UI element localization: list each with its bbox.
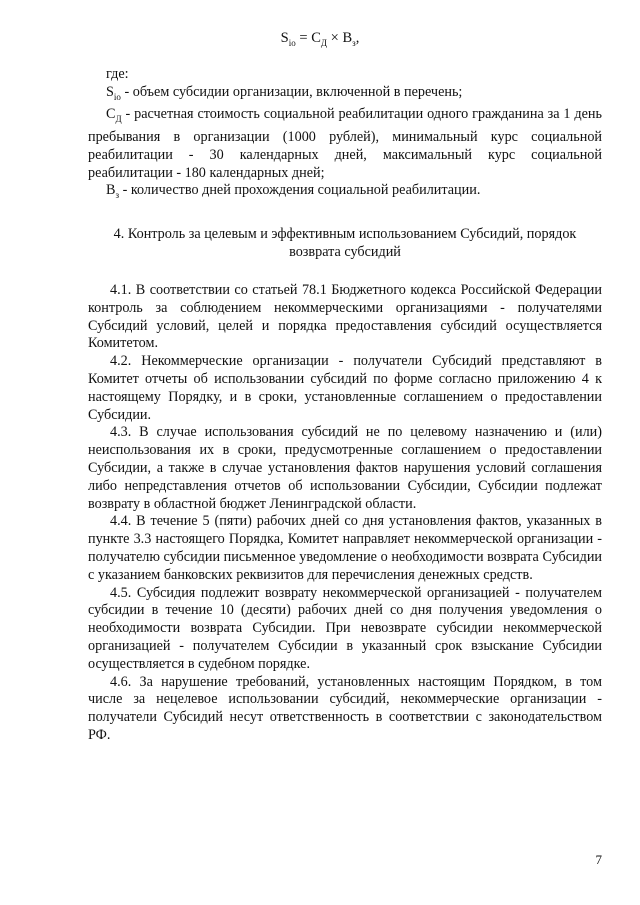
formula (0, 30, 640, 48)
def-symbol: C (106, 106, 116, 123)
definition-s (88, 84, 602, 107)
page-number: 7 (595, 852, 602, 867)
def-text: - расчетная стоимость социальной реабилитации одного гражданина за 1 день пребывания в организации (1000 рублей), минимальный курс социальной реабилитации - 30 календарных дней, максимальный курс социальной реабилитации - 180 календарных дней; (88, 106, 602, 181)
document-body (88, 66, 602, 745)
formula-c-sub: Д (320, 37, 328, 48)
def-symbol-sub: з (115, 190, 120, 201)
paragraph-4-3: 4.3. В случае использования субсидий не по целевому назначению и (или) неиспользования их в сроки, предусмотренные соглашением о предоставлении Субсидии, а также в случае установления фактов нарушения условий соглашения либо непредставления отчетов об использовании Субсидии, Субсидии подлежат возврату в областной бюджет Ленинградской области. (88, 424, 602, 512)
paragraph-4-5: 4.5. Субсидия подлежит возврату некоммерческой организацией - получателем субсидии в течение 10 (десяти) рабочих дней со дня получения уведомления о необходимости возврата Субсидии. При невозврате субсидии некоммерческой организацией - получателем Субсидии в указанный срок взыскание Субсидии осуществляется в судебном порядке. (88, 584, 602, 672)
def-symbol-sub: Д (115, 114, 122, 125)
formula-tail: , (355, 30, 360, 46)
paragraph-4-2: 4.2. Некоммерческие организации - получатели Субсидий представляют в Комитет отчеты об использовании субсидий по форме согласно приложению 4 к настоящему Порядку, и в сроки, установленные соглашением о предоставлении Субсидии. (88, 353, 602, 423)
formula-s: S (280, 30, 289, 46)
section-title: 4. Контроль за целевым и эффективным использованием Субсидий, порядок возврата субсидий (113, 226, 577, 261)
definition-b (88, 182, 602, 205)
formula-b-sub: з (352, 37, 356, 48)
formula-times-b: × B (327, 30, 353, 46)
def-symbol: S (106, 83, 114, 100)
paragraph-4-1: 4.1. В соответствии со статьей 78.1 Бюджетного кодекса Российской Федерации контроль за соблюдением некоммерческими организациями - получателями Субсидий условий, целей и порядка предоставления субсидий осуществляется Комитетом. (88, 282, 602, 352)
def-text: - объем субсидии организации, включенной в перечень; (120, 83, 463, 100)
def-symbol-sub: io (113, 91, 121, 102)
formula-s-sub: io (288, 37, 296, 48)
definition-c (0, 106, 602, 182)
paragraph-4-6: 4.6. За нарушение требований, установленных настоящим Порядком, в том числе за нецелевое использовании субсидий, некоммерческие организации - получатели Субсидий несут ответственность в соответствии с законодательством РФ. (88, 673, 602, 743)
formula-equals-c: = C (299, 30, 321, 46)
where-label: где: (106, 66, 129, 82)
def-symbol: B (106, 182, 116, 199)
def-text: - количество дней прохождения социальной реабилитации. (119, 182, 481, 199)
paragraph-4-4: 4.4. В течение 5 (пяти) рабочих дней со дня установления фактов, указанных в пункте 3.3 настоящего Порядка, Комитет направляет некоммерческой организации - получателю субсидии письменное уведомление о необходимости возврата Субсидии с указанием банковских реквизитов для перечисления денежных средств. (88, 513, 602, 583)
